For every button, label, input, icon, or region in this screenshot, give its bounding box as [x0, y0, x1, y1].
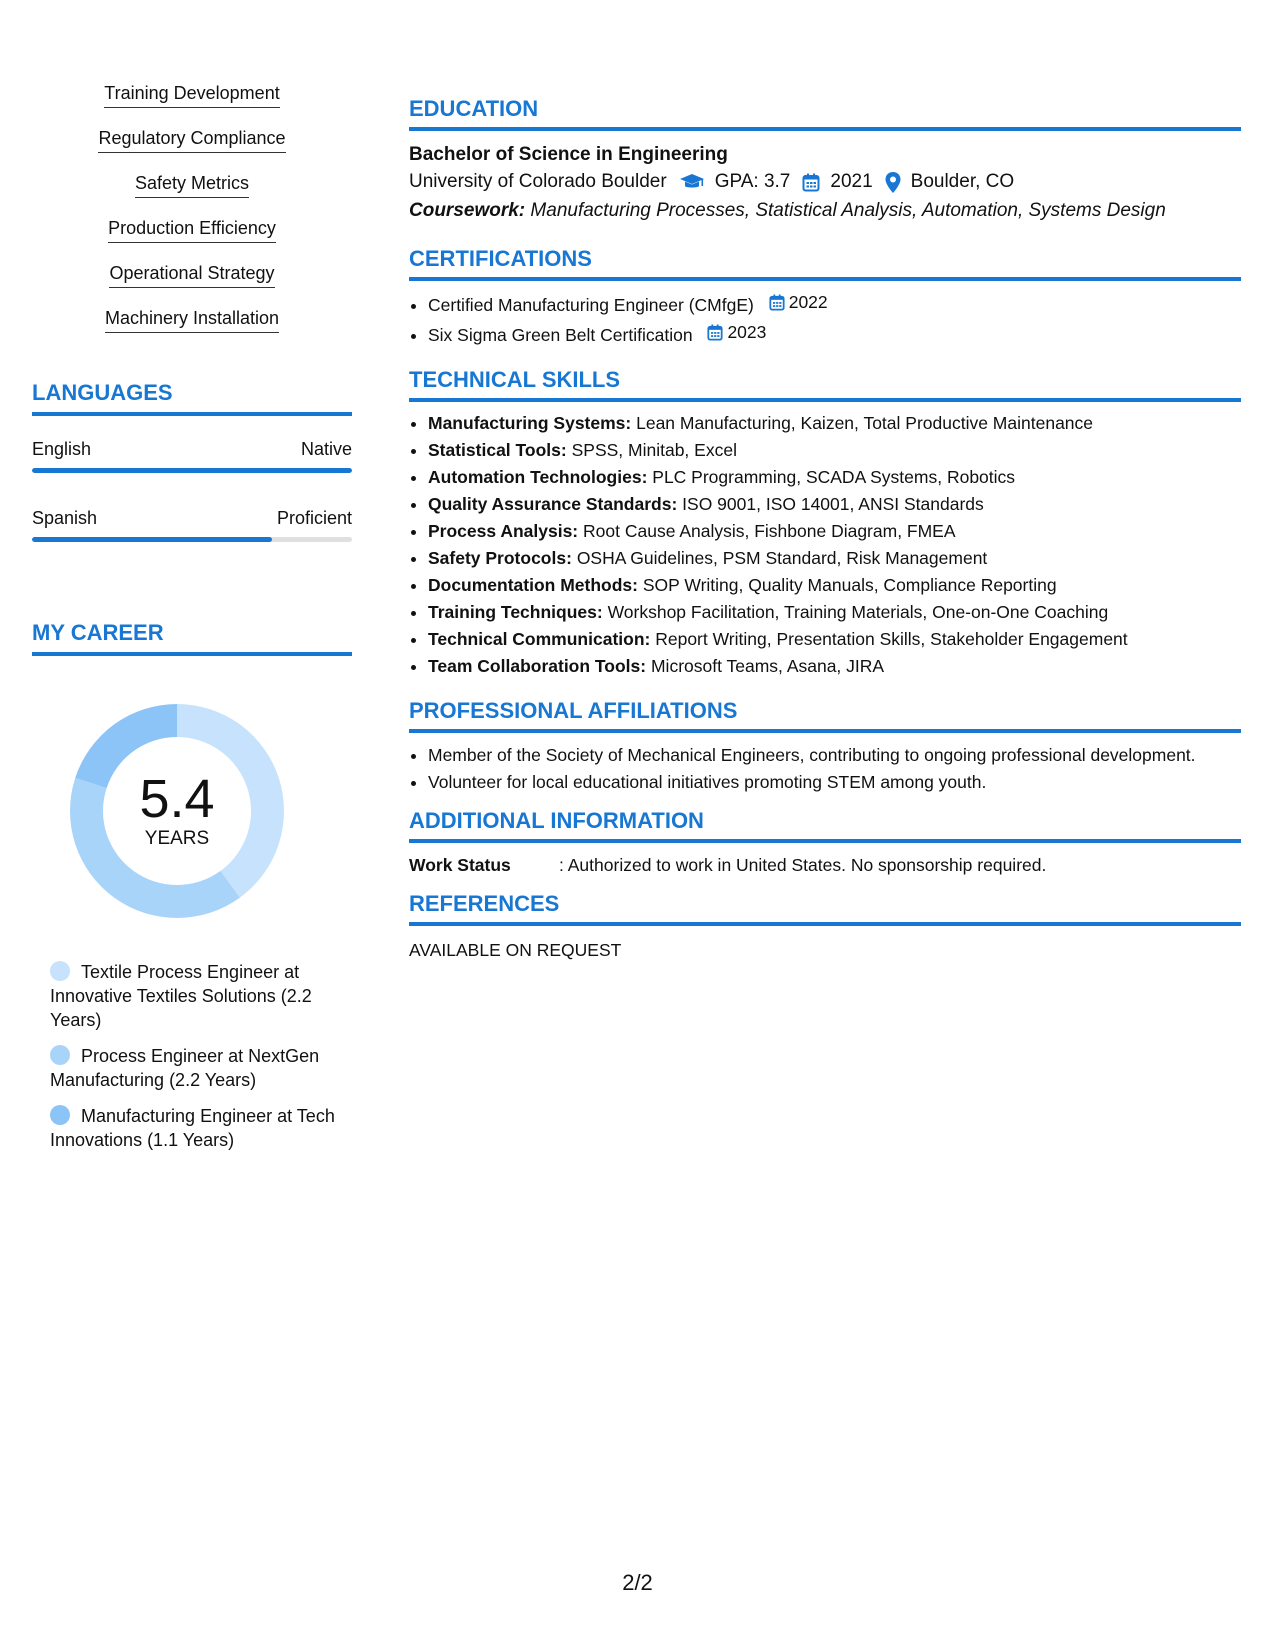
career-role-label: Process Engineer at NextGen Manufacturing (2.2 Years)	[50, 1046, 320, 1090]
degree-title: Bachelor of Science in Engineering	[409, 144, 728, 165]
skill-item	[32, 262, 352, 307]
technical-skills-list	[409, 410, 1241, 680]
additional-info-heading: ADDITIONAL INFORMATION	[409, 808, 1241, 843]
technical-skill-item	[428, 545, 1241, 572]
work-status-label: Work Status	[409, 855, 511, 875]
career-legend	[32, 960, 352, 1152]
technical-skill-item	[428, 410, 1241, 437]
affiliation-item: • Volunteer for local educational initiatives promoting STEM among youth.	[428, 770, 1241, 794]
career-legend-item	[32, 1104, 352, 1152]
education-heading: EDUCATION	[409, 96, 1241, 131]
main-content	[409, 96, 1241, 976]
coursework-label: Coursework:	[409, 200, 526, 221]
language-proficiency-fill	[32, 537, 272, 542]
certifications-list	[409, 289, 1241, 349]
career-legend-item	[32, 1044, 352, 1092]
references-heading: REFERENCES	[409, 891, 1241, 926]
career-role-label: Textile Process Engineer at Innovative Textiles Solutions (2.2 Years)	[50, 962, 312, 1030]
language-item	[32, 507, 352, 542]
donut-center	[62, 696, 292, 926]
skill-values: ISO 9001, ISO 14001, ANSI Standards	[682, 494, 984, 514]
skill-category: Training Techniques:	[428, 602, 603, 622]
skill-values: OSHA Guidelines, PSM Standard, Risk Management	[576, 548, 988, 568]
affiliations-list	[409, 743, 1241, 794]
certifications-heading: CERTIFICATIONS	[409, 246, 1241, 281]
skill-item	[32, 217, 352, 262]
legend-dot	[50, 1105, 70, 1125]
skill-category: Technical Communication:	[428, 629, 651, 649]
languages-heading: LANGUAGES	[32, 380, 352, 416]
career-heading: MY CAREER	[32, 620, 352, 656]
location-pin-icon	[885, 172, 901, 193]
language-name: English	[32, 439, 92, 459]
certification-name: Six Sigma Green Belt Certification	[428, 325, 693, 345]
skill-item	[32, 307, 352, 352]
affiliation-item: • Member of the Society of Mechanical Engineers, contributing to ongoing professional development.	[428, 743, 1241, 767]
career-legend-item	[32, 960, 352, 1032]
affiliations-section	[409, 698, 1241, 794]
skill-item	[32, 172, 352, 217]
skill-item	[32, 127, 352, 172]
technical-skill-item	[428, 437, 1241, 464]
certifications-section	[409, 246, 1241, 349]
technical-skill-item	[428, 653, 1241, 680]
graduation-year: 2021	[830, 171, 873, 192]
skill-category: Statistical Tools:	[428, 440, 567, 460]
career-donut-chart	[62, 696, 292, 926]
skill-values: Workshop Facilitation, Training Materials, One-on-One Coaching	[607, 602, 1109, 622]
technical-skill-item	[428, 599, 1241, 626]
calendar-icon	[769, 294, 785, 311]
skill-values: PLC Programming, SCADA Systems, Robotics	[652, 467, 1016, 487]
skill-values: Root Cause Analysis, Fishbone Diagram, FMEA	[583, 521, 956, 541]
language-proficiency-fill	[32, 468, 352, 473]
technical-skills-section	[409, 367, 1241, 680]
graduation-cap-icon	[679, 173, 705, 191]
career-total-value: 5.4	[139, 769, 215, 829]
career-total-unit: YEARS	[144, 828, 210, 849]
skill-category: Safety Protocols:	[428, 548, 572, 568]
certification-year: 2022	[788, 292, 828, 312]
references-section	[409, 891, 1241, 962]
certification-item	[428, 289, 1241, 319]
skill-tag: Safety Metrics	[135, 172, 249, 198]
affiliations-heading: PROFESSIONAL AFFILIATIONS	[409, 698, 1241, 733]
certification-item	[428, 319, 1241, 349]
technical-skill-item	[428, 518, 1241, 545]
skill-values: Report Writing, Presentation Skills, Stakeholder Engagement	[655, 629, 1128, 649]
coursework	[409, 196, 1241, 226]
skill-tag: Production Efficiency	[108, 217, 276, 243]
technical-skill-item	[428, 464, 1241, 491]
work-status-row	[409, 853, 1241, 877]
skill-category: Documentation Methods:	[428, 575, 638, 595]
skill-item	[32, 82, 352, 127]
legend-dot	[50, 961, 70, 981]
skills-list	[32, 82, 352, 352]
school-name: University of Colorado Boulder	[409, 171, 667, 192]
technical-skills-heading: TECHNICAL SKILLS	[409, 367, 1241, 402]
calendar-icon	[802, 173, 820, 192]
skill-tag: Machinery Installation	[105, 307, 279, 333]
references-text: AVAILABLE ON REQUEST	[409, 940, 622, 960]
calendar-icon	[707, 324, 723, 341]
skill-values: SOP Writing, Quality Manuals, Compliance Reporting	[642, 575, 1057, 595]
language-level: Native	[300, 439, 352, 459]
technical-skill-item	[428, 572, 1241, 599]
skill-category: Team Collaboration Tools:	[428, 656, 647, 676]
legend-dot	[50, 1045, 70, 1065]
language-proficiency-bar	[32, 537, 352, 542]
skill-tag: Regulatory Compliance	[98, 127, 285, 153]
page-number: 2/2	[622, 1570, 653, 1595]
sidebar	[32, 82, 352, 1164]
gpa: GPA: 3.7	[714, 171, 791, 192]
skill-tag: Training Development	[104, 82, 279, 108]
certification-name: Certified Manufacturing Engineer (CMfgE)	[428, 295, 754, 315]
skill-values: Lean Manufacturing, Kaizen, Total Productive Maintenance	[636, 413, 1094, 433]
skill-category: Automation Technologies:	[428, 467, 648, 487]
career-role-label: Manufacturing Engineer at Tech Innovations (1.1 Years)	[50, 1106, 335, 1150]
education-section	[409, 96, 1241, 226]
work-status-value: : Authorized to work in United States. No sponsorship required.	[559, 855, 1047, 875]
coursework-list: Manufacturing Processes, Statistical Analysis, Automation, Systems Design	[530, 200, 1166, 221]
technical-skill-item	[428, 626, 1241, 653]
education-location: Boulder, CO	[910, 171, 1015, 192]
certification-year: 2023	[727, 322, 767, 342]
language-level: Proficient	[276, 508, 352, 528]
skill-category: Process Analysis:	[428, 521, 579, 541]
skill-category: Manufacturing Systems:	[428, 413, 632, 433]
language-proficiency-bar	[32, 468, 352, 473]
skill-tag: Operational Strategy	[109, 262, 274, 288]
additional-info-section	[409, 808, 1241, 877]
skill-category: Quality Assurance Standards:	[428, 494, 678, 514]
language-item	[32, 438, 352, 473]
skill-values: SPSS, Minitab, Excel	[571, 440, 737, 460]
language-name: Spanish	[32, 508, 98, 528]
education-details	[409, 168, 1241, 196]
skill-values: Microsoft Teams, Asana, JIRA	[650, 656, 885, 676]
technical-skill-item	[428, 491, 1241, 518]
